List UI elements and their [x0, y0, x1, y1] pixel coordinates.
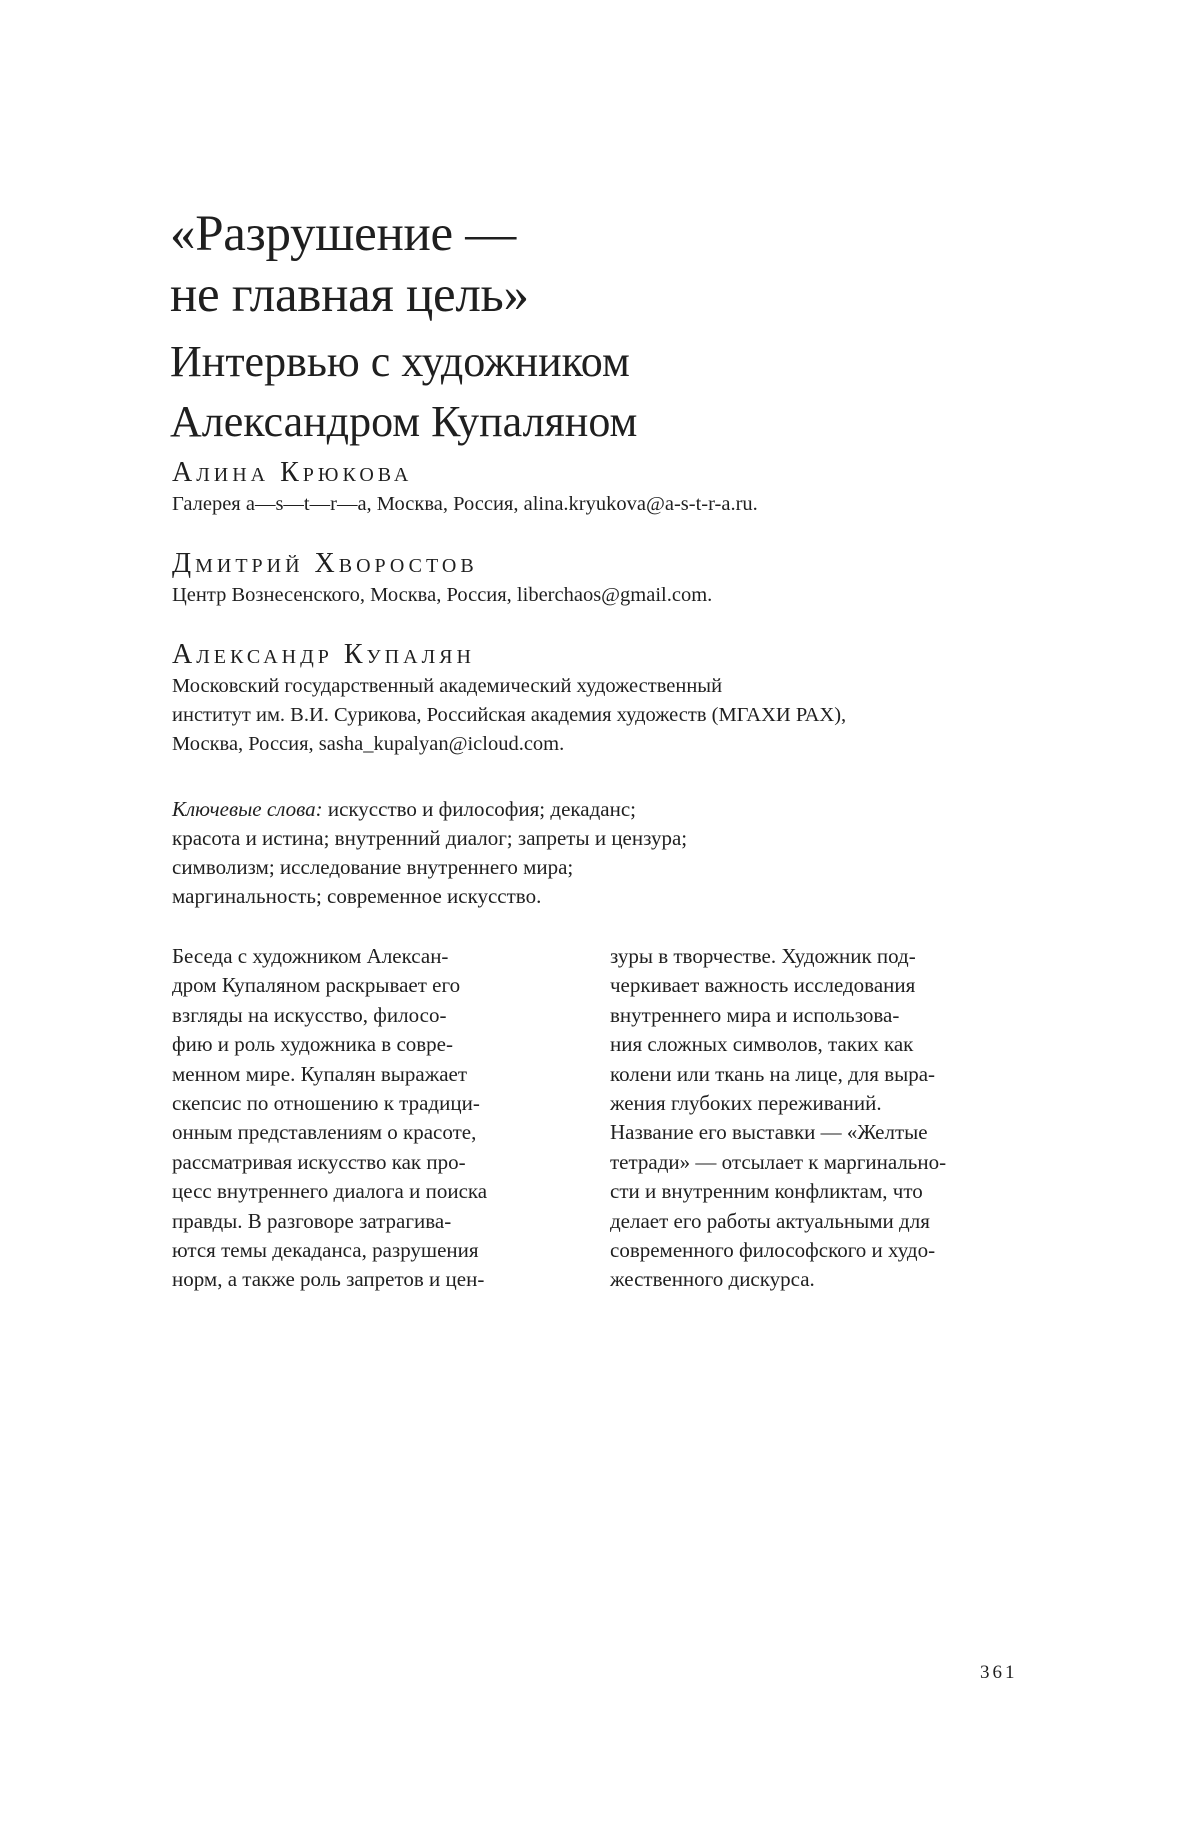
keywords — [172, 795, 1072, 911]
abstract-line: зуры в творчестве. Художник под- — [610, 944, 916, 968]
article-title — [170, 204, 1070, 326]
abstract-line: ются темы декаданса, разрушения — [172, 1238, 479, 1263]
abstract-line: взгляды на искусство, филосо- — [172, 1002, 447, 1027]
author-block — [172, 638, 1072, 759]
abstract-line: онным представлениям о красоте, — [172, 1120, 477, 1145]
author-name: Александр Купалян — [172, 639, 475, 670]
abstract-line: внутреннего мира и использова- — [610, 1002, 900, 1027]
author-affiliation: Галерея a—s—t—r—a, Москва, Россия, alina.kryukova@a-s-t-r-a.ru. — [172, 493, 758, 515]
abstract-column-left — [172, 942, 592, 1295]
author-block — [172, 456, 1072, 519]
keywords-line — [172, 795, 1072, 824]
abstract-line: жения глубоких переживаний. — [610, 1091, 882, 1116]
title-line: не главная цель» — [170, 267, 529, 323]
abstract-line: жественного дискурса. — [610, 1267, 815, 1292]
abstract-line: делает его работы актуальными для — [610, 1208, 930, 1233]
abstract-line: колени или ткань на лице, для выра- — [610, 1061, 936, 1086]
abstract-line: норм, а также роль запретов и цен- — [172, 1267, 485, 1292]
author-name: Дмитрий Хворостов — [172, 548, 478, 579]
abstract-line: сти и внутренним конфликтам, что — [610, 1179, 923, 1204]
keywords-line: красота и истина; внутренний диалог; запреты и цензура; — [172, 826, 688, 850]
abstract-line: ния сложных символов, таких как — [610, 1032, 914, 1057]
subtitle-line: Интервью с художником — [170, 337, 630, 386]
page-number: 361 — [980, 1662, 1018, 1683]
abstract-line: фию и роль художника в совре- — [172, 1032, 453, 1057]
abstract-line: черкивает важность исследования — [610, 973, 916, 998]
abstract-line: менном мире. Купалян выражает — [172, 1061, 468, 1086]
article-subtitle — [170, 332, 1070, 452]
title-line: «Разрушение — — [170, 206, 516, 262]
keywords-line: символизм; исследование внутреннего мира; — [172, 855, 574, 879]
author-affiliation: Московский государственный академический художественный — [172, 675, 723, 697]
abstract-line: рассматривая искусство как про- — [172, 1149, 466, 1174]
keywords-label: Ключевые слова: — [172, 797, 323, 821]
author-affiliation: Москва, Россия, sasha_kupalyan@icloud.com. — [172, 733, 565, 755]
author-affiliation: Центр Вознесенского, Москва, Россия, liberchaos@gmail.com. — [172, 584, 713, 606]
abstract-line: дром Купаляном раскрывает его — [172, 973, 461, 998]
abstract-line: Название его выставки — «Желтые — [610, 1120, 928, 1145]
abstract-line: современного философского и худо- — [610, 1238, 936, 1263]
subtitle-line: Александром Купаляном — [170, 397, 638, 446]
abstract-line: правды. В разговоре затрагива- — [172, 1208, 452, 1233]
author-affiliation: институт им. В.И. Сурикова, Российская академия художеств (МГАХИ РАХ), — [172, 704, 847, 726]
author-block — [172, 547, 1072, 610]
abstract-line: тетради» — отсылает к маргинально- — [610, 1149, 947, 1174]
abstract-column-right — [610, 942, 1030, 1295]
abstract-line: Беседа с художником Алексан- — [172, 944, 449, 968]
keywords-text: искусство и философия; декаданс; — [322, 797, 637, 821]
abstract-line: цесс внутреннего диалога и поиска — [172, 1179, 488, 1204]
author-name: Алина Крюкова — [172, 457, 413, 488]
abstract-line: скепсис по отношению к традици- — [172, 1091, 480, 1116]
keywords-line: маргинальность; современное искусство. — [172, 884, 542, 908]
